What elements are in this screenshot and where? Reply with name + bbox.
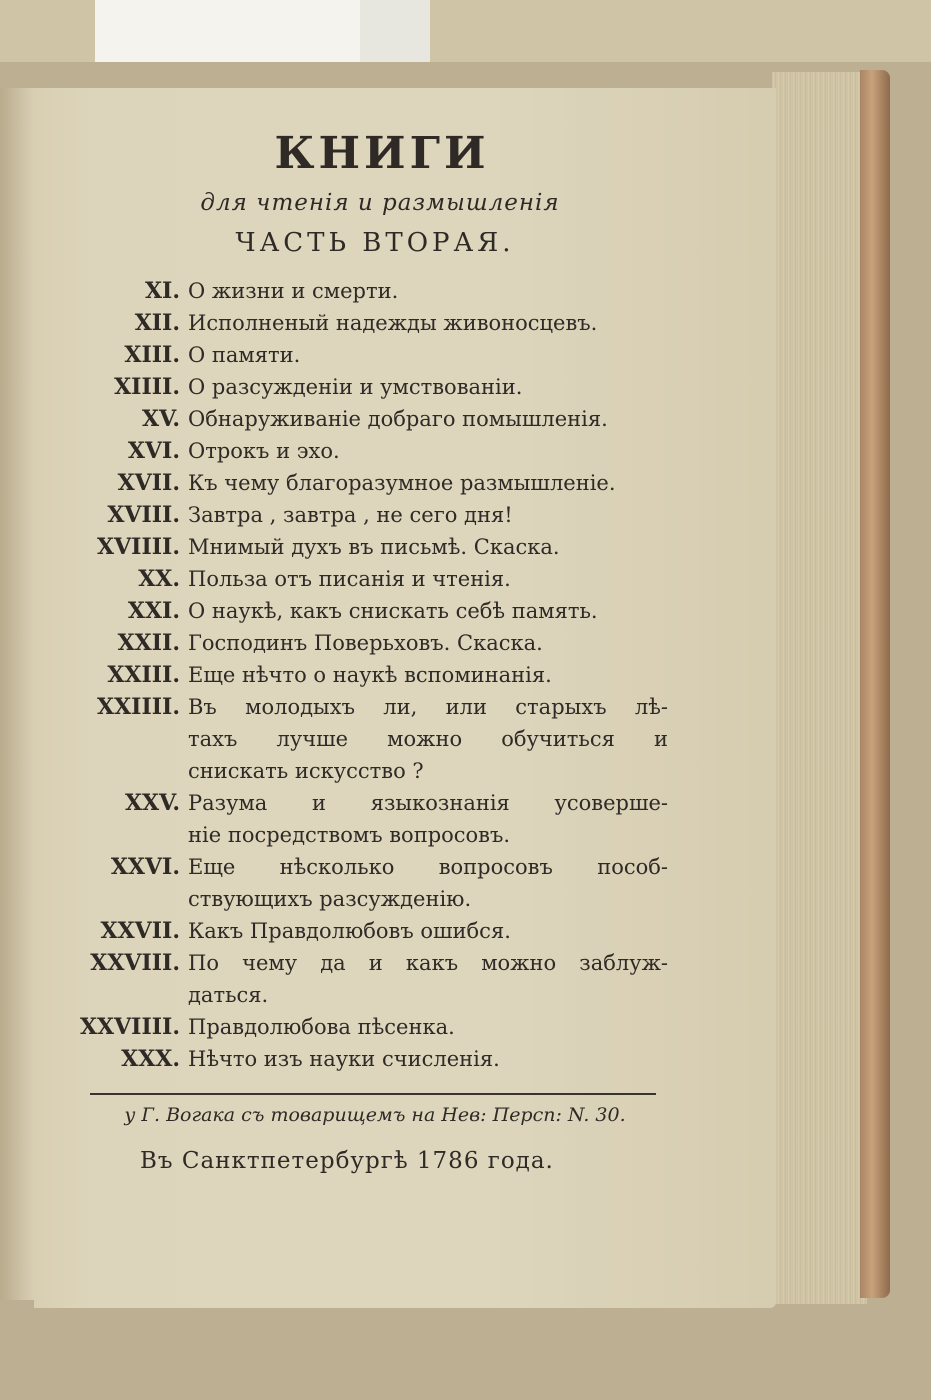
chapter-title-line: ніе посредствомъ вопросовъ. (188, 823, 511, 847)
chapter-number: XVI. (127, 438, 180, 464)
chapter-number: XVIII. (107, 502, 180, 528)
chapter-number: XXVII. (100, 918, 180, 944)
chapter-title (188, 659, 668, 691)
toc-entry (60, 467, 680, 499)
chapter-title-line: Еще нѣчто о наукѣ вспоминанія. (188, 663, 552, 687)
toc-entry (60, 499, 680, 531)
toc-entry (60, 1043, 680, 1075)
toc-entry (60, 915, 680, 947)
chapter-title-line: Какъ Правдолюбовъ ошибся. (188, 919, 511, 943)
chapter-title-line: О памяти. (188, 343, 301, 367)
chapter-title (188, 499, 668, 531)
chapter-title-line: Въ молодыхъ ли, или старыхъ лѣ- (188, 695, 668, 719)
page-subtitle: для чтенія и размышленія (200, 190, 560, 216)
toc-entry (60, 691, 680, 787)
chapter-title (188, 403, 668, 435)
chapter-title-line: Обнаруживаніе добраго помышленія. (188, 407, 608, 431)
chapter-title (188, 915, 668, 947)
chapter-title (188, 275, 668, 307)
chapter-title (188, 1011, 668, 1043)
chapter-number: XXIIII. (97, 694, 180, 720)
chapter-title (188, 947, 668, 1011)
chapter-title-line: снискать искусство ? (188, 759, 424, 783)
chapter-number: XVIIII. (97, 534, 180, 560)
toc-entry (60, 787, 680, 851)
city-and-year: Въ Санктпетербургѣ 1786 года. (140, 1148, 554, 1174)
chapter-title (188, 371, 668, 403)
toc-entry (60, 563, 680, 595)
chapter-number: XIIII. (114, 374, 180, 400)
part-heading: ЧАСТЬ ВТОРАЯ. (235, 228, 515, 258)
publisher-imprint: у Г. Вогака съ товарищемъ на Нев: Персп: N. 30. (124, 1104, 626, 1126)
chapter-title (188, 307, 668, 339)
chapter-title (188, 595, 668, 627)
toc-entry (60, 531, 680, 563)
chapter-title (188, 691, 668, 787)
chapter-title-line: ствующихъ разсужденію. (188, 887, 472, 911)
toc-entry (60, 371, 680, 403)
chapter-title-line: Къ чему благоразумное размышленіе. (188, 471, 616, 495)
chapter-title-line: Еще нѣсколько вопросовъ пособ- (188, 855, 668, 879)
toc-entry (60, 403, 680, 435)
toc-entry (60, 947, 680, 1011)
chapter-title-line: Польза отъ писанія и чтенія. (188, 567, 511, 591)
chapter-title (188, 787, 668, 851)
chapter-title-line: Мнимый духъ въ письмѣ. Скаска. (188, 535, 560, 559)
toc-entry (60, 435, 680, 467)
chapter-number: XII. (134, 310, 180, 336)
chapter-title (188, 563, 668, 595)
chapter-number: XXIII. (107, 662, 180, 688)
table-of-contents (60, 275, 680, 1075)
chapter-title-line: Правдолюбова пѣсенка. (188, 1015, 455, 1039)
chapter-title-line: тахъ лучше можно обучиться и (188, 727, 668, 751)
toc-entry (60, 1011, 680, 1043)
page-block-edge (772, 72, 867, 1304)
page-title: КНИГИ (274, 128, 490, 179)
white-paper-background-2 (360, 0, 430, 70)
toc-entry (60, 595, 680, 627)
chapter-title (188, 851, 668, 915)
chapter-title (188, 435, 668, 467)
toc-entry (60, 275, 680, 307)
chapter-number: XXV. (124, 790, 180, 816)
chapter-number: XXX. (121, 1046, 180, 1072)
chapter-title-line: Исполненый надежды живоносцевъ. (188, 311, 598, 335)
chapter-title (188, 627, 668, 659)
chapter-title-line: О разсужденіи и умствованіи. (188, 375, 523, 399)
chapter-number: XIII. (124, 342, 180, 368)
chapter-title (188, 339, 668, 371)
chapter-number: XXVI. (110, 854, 180, 880)
chapter-title-line: О жизни и смерти. (188, 279, 399, 303)
chapter-number: XI. (144, 278, 180, 304)
chapter-number: XXII. (117, 630, 180, 656)
left-page-edge (0, 88, 34, 1300)
chapter-title-line: Отрокъ и эхо. (188, 439, 340, 463)
chapter-title-line: Нѣчто изъ науки счисленія. (188, 1047, 500, 1071)
chapter-number: XV. (142, 406, 180, 432)
toc-entry (60, 851, 680, 915)
chapter-title-line: Разума и языкознанія усоверше- (188, 791, 668, 815)
chapter-number: XXI. (127, 598, 180, 624)
chapter-title-line: Завтра , завтра , не сего дня! (188, 503, 513, 527)
toc-entry (60, 339, 680, 371)
chapter-number: XXVIIII. (79, 1014, 180, 1040)
chapter-title (188, 467, 668, 499)
chapter-number: XXVIII. (90, 950, 180, 976)
book-cover-edge (860, 70, 890, 1298)
toc-entry (60, 307, 680, 339)
chapter-title-line: Господинъ Поверьховъ. Скаска. (188, 631, 543, 655)
chapter-title-line: даться. (188, 983, 269, 1007)
chapter-title (188, 531, 668, 563)
chapter-title-line: О наукѣ, какъ снискать себѣ память. (188, 599, 598, 623)
toc-entry (60, 659, 680, 691)
chapter-number: XX. (138, 566, 180, 592)
chapter-title (188, 1043, 668, 1075)
toc-entry (60, 627, 680, 659)
chapter-number: XVII. (117, 470, 180, 496)
chapter-title-line: По чему да и какъ можно заблуж- (188, 951, 668, 975)
divider-rule (90, 1093, 656, 1095)
